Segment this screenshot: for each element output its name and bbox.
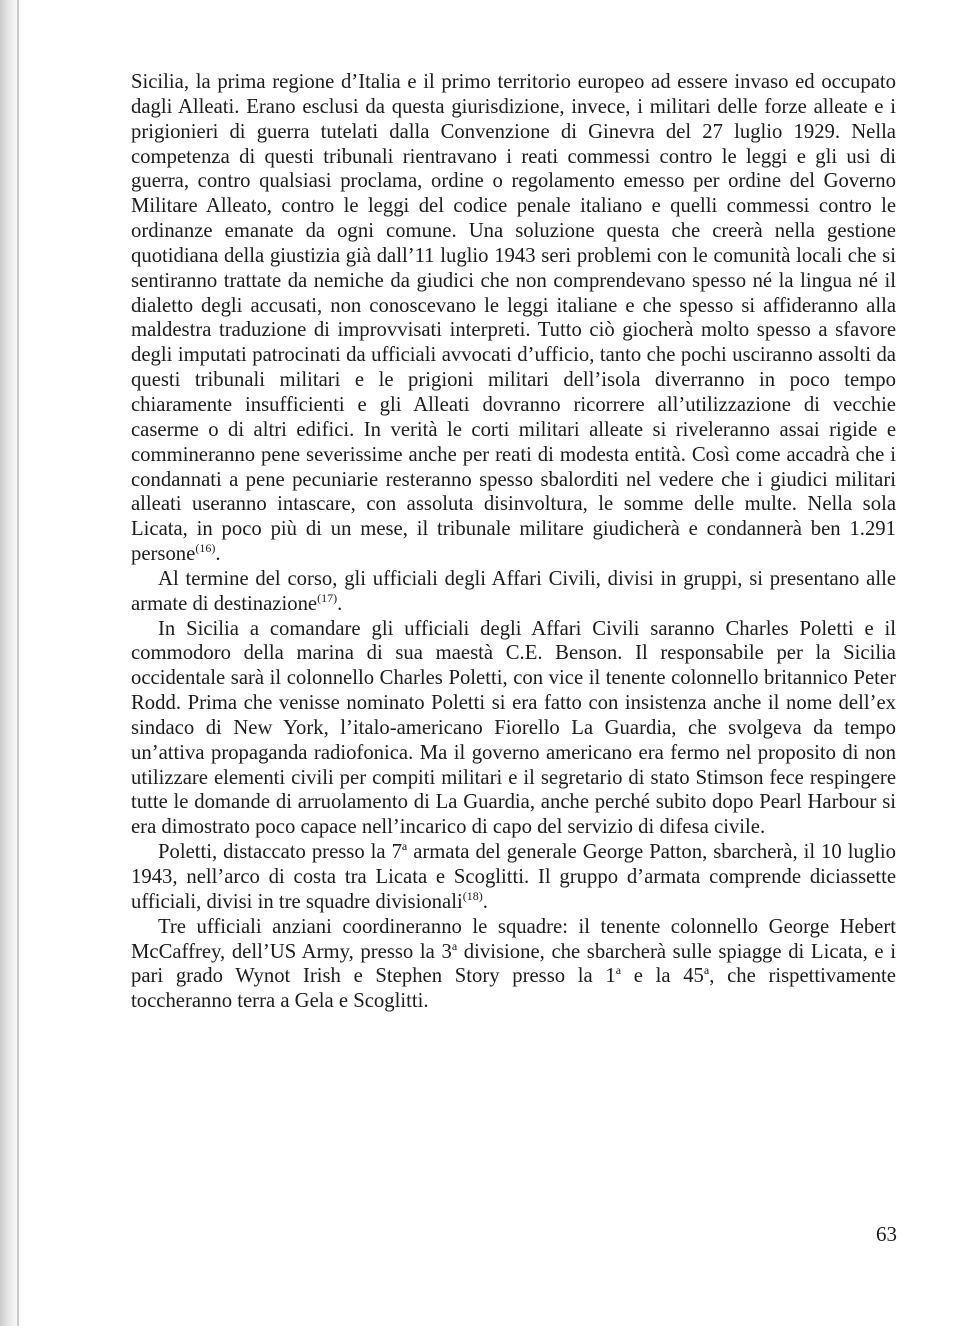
paragraph-text: Poletti, distaccato presso la 7 (158, 841, 402, 864)
footnote-ref: (16) (195, 541, 216, 556)
ordinal-superscript: a (615, 963, 622, 978)
footnote-ref: (18) (462, 888, 483, 903)
paragraph (131, 617, 896, 841)
footnote-ref: (17) (317, 590, 338, 605)
paragraph-text: Al termine del corso, gli ufficiali degli Affari Civili, divisi in gruppi, si presentano alle armate di destinazione (131, 567, 896, 615)
paragraph-text: . (337, 592, 343, 615)
paragraph (131, 915, 896, 1014)
book-gutter-line (17, 0, 19, 1326)
paragraph-text: , che rispettivamente toccheranno terra a Gela e Scoglitti. (131, 965, 896, 1013)
paragraph-text: . (482, 890, 488, 913)
paragraph (131, 840, 896, 915)
page-number: 63 (876, 1222, 897, 1246)
paragraph-text: Sicilia, la prima regione d’Italia e il primo territorio europeo ad essere invaso ed occupato dagli Alleati. Erano esclusi da questa giurisdizione, invece, i militari delle forze alleate e i prigionieri di guerra tutelati dalla Convenzione di Ginevra del 27 luglio 1929. Nella competenza di questi tribunali rientravano i reati commessi contro le leggi e gli usi di guerra, contro qualsiasi proclama, ordine o regolamento emesso per ordine del Governo Militare Alleato, contro le leggi del codice penale italiano e quelli commessi contro le ordinanze emanate da ogni comune. Una soluzione questa che creerà nella gestione quotidiana della giustizia già dall’11 luglio 1943 seri problemi con le comunità locali che si sentiranno trattate da nemiche da giudici che non comprendevano spesso né la lingua né il dialetto degli accusati, non conoscevano le leggi italiane e che spesso si affideranno alla maldestra traduzione di improvvisati interpreti. Tutto ciò giocherà molto spesso a sfavore degli imputati patrocinati da ufficiali avvocati d’ufficio, tanto che pochi usciranno assolti da questi tribunali militari e le prigioni militari dell’isola diverranno in poco tempo chiaramente insufficienti e gli Alleati dovranno ricorrere all’utilizzazione di vecchie caserme o di altri edifici. In verità le corti militari alleate si riveleranno assai rigide e commineranno pene severissime anche per reati di modesta entità. Così come accadrà che i condannati a pene pecuniarie resteranno spesso sbalorditi nel vedere che i giudici militari alleati useranno intascare, con assoluta disinvoltura, le somme delle multe. Nella sola Licata, in poco più di un mese, il tribunale militare giudicherà e condannerà ben 1.291 persone (131, 71, 896, 566)
paragraph-text: e la 45 (621, 965, 704, 988)
book-spine-shadow (0, 0, 24, 1326)
paragraph-text: In Sicilia a comandare gli ufficiali degli Affari Civili saranno Charles Poletti e il commodoro della marina di sua maestà C.E. Benson. Il responsabile per la Sicilia occidentale sarà il colonnello Charles Poletti, con vice il tenente colonnello britannico Peter Rodd. Prima che venisse nominato Poletti si era fatto con insistenza anche il nome dell’ex sindaco di New York, l’italo-americano Fiorello La Guardia, che svolgeva da tempo un’attiva propaganda radiofonica. Ma il governo americano era fermo nel proposito di non utilizzare elementi civili per compiti militari e il segretario di stato Stimson fece respingere tutte le domande di arruolamento di La Guardia, anche perché subito dopo Pearl Harbour si era dimostrato poco capace nell’incarico di capo del servizio di difesa civile. (131, 617, 896, 839)
ordinal-superscript: a (451, 938, 458, 953)
paragraph (131, 70, 896, 567)
ordinal-superscript: a (703, 963, 710, 978)
ordinal-superscript: a (401, 839, 408, 854)
paragraph-text: . (215, 543, 221, 566)
paragraph (131, 567, 896, 617)
page-body (131, 70, 896, 1014)
paragraph-text: divisione, che sbarcherà sulle spiagge di Licata, e i pari grado Wynot Irish e Stephen Story presso la 1 (131, 940, 896, 988)
paragraph-text: armata del generale George Patton, sbarcherà, il 10 luglio 1943, nell’arco di costa tra Licata e Scoglitti. Il gruppo d’armata comprende diciassette ufficiali, divisi in tre squadre divisionali (131, 841, 896, 913)
paragraph-text: Tre ufficiali anziani coordineranno le squadre: il tenente colonnello George Hebert McCaffrey, dell’US Army, presso la 3 (131, 915, 896, 963)
